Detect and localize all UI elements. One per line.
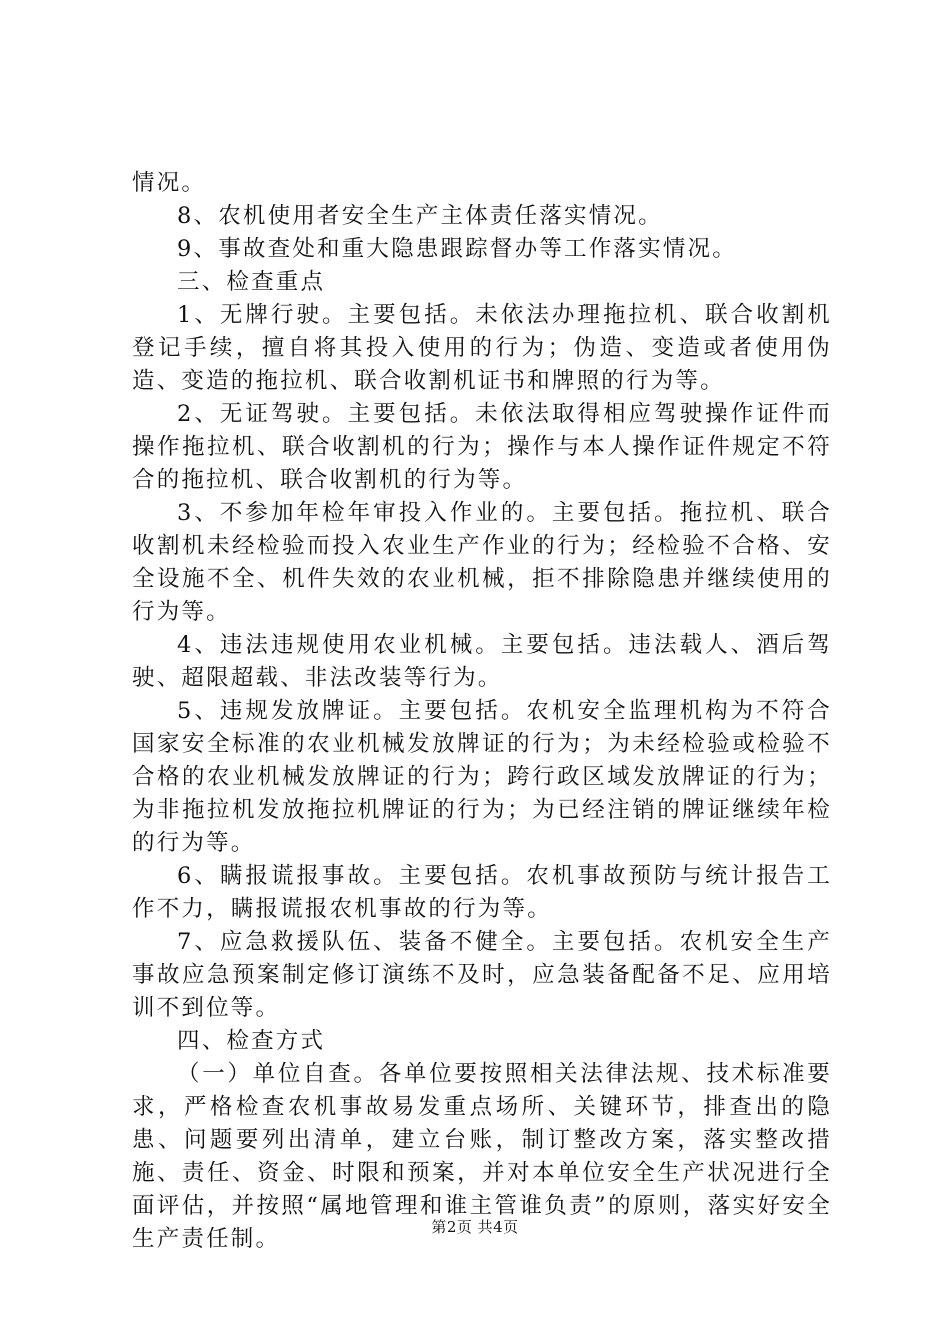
section-heading-3: 三、检查重点 bbox=[177, 269, 326, 295]
list-item-8: 8、农机使用者安全生产主体责任落实情况。 bbox=[177, 203, 663, 229]
focus-item-7: 7、应急救援队伍、装备不健全。主要包括。农机安全生产事故应急预案制定修订演练不及时，应急装备配备不足、应用培训不到位等。 bbox=[132, 929, 832, 1021]
method-item-1: （一）单位自查。各单位要按照相关法律法规、技术标准要求，严格检查农机事故易发重点场所、关键环节，排查出的隐患、问题要列出清单，建立台账，制订整改方案，落实整改措施、责任、资金、时限和预案，并对本单位安全生产状况进行全面评估，并按照“属地管理和谁主管谁负责”的原则，落实好安全生产责任制。 bbox=[132, 1061, 832, 1252]
focus-item-5: 5、违规发放牌证。主要包括。农机安全监理机构为不符合国家安全标准的农业机械发放牌证的行为；为未经检验或检验不合格的农业机械发放牌证的行为；跨行政区域发放牌证的行为；为非拖拉机发放拖拉机牌证的行为；为已经注销的牌证继续年检的行为等。 bbox=[132, 698, 832, 856]
focus-item-4: 4、违法违规使用农业机械。主要包括。违法载人、酒后驾驶、超限超载、非法改装等行为。 bbox=[132, 632, 832, 691]
paragraph-continuation: 情况。 bbox=[132, 170, 207, 196]
focus-item-6: 6、瞒报谎报事故。主要包括。农机事故预防与统计报告工作不力，瞒报谎报农机事故的行为等。 bbox=[132, 863, 832, 922]
section-heading-4: 四、检查方式 bbox=[177, 1028, 326, 1054]
focus-item-1: 1、无牌行驶。主要包括。未依法办理拖拉机、联合收割机登记手续，擅自将其投入使用的行为；伪造、变造或者使用伪造、变造的拖拉机、联合收割机证书和牌照的行为等。 bbox=[132, 302, 832, 394]
page-number: 第2页 共4页 bbox=[431, 1218, 519, 1236]
document-body bbox=[132, 167, 832, 1256]
focus-item-2: 2、无证驾驶。主要包括。未依法取得相应驾驶操作证件而操作拖拉机、联合收割机的行为；操作与本人操作证件规定不符合的拖拉机、联合收割机的行为等。 bbox=[132, 401, 832, 493]
list-item-9: 9、事故查处和重大隐患跟踪督办等工作落实情况。 bbox=[177, 236, 737, 262]
focus-item-3: 3、不参加年检年审投入作业的。主要包括。拖拉机、联合收割机未经检验而投入农业生产作业的行为；经检验不合格、安全设施不全、机件失效的农业机械，拒不排除隐患并继续使用的行为等。 bbox=[132, 500, 832, 625]
